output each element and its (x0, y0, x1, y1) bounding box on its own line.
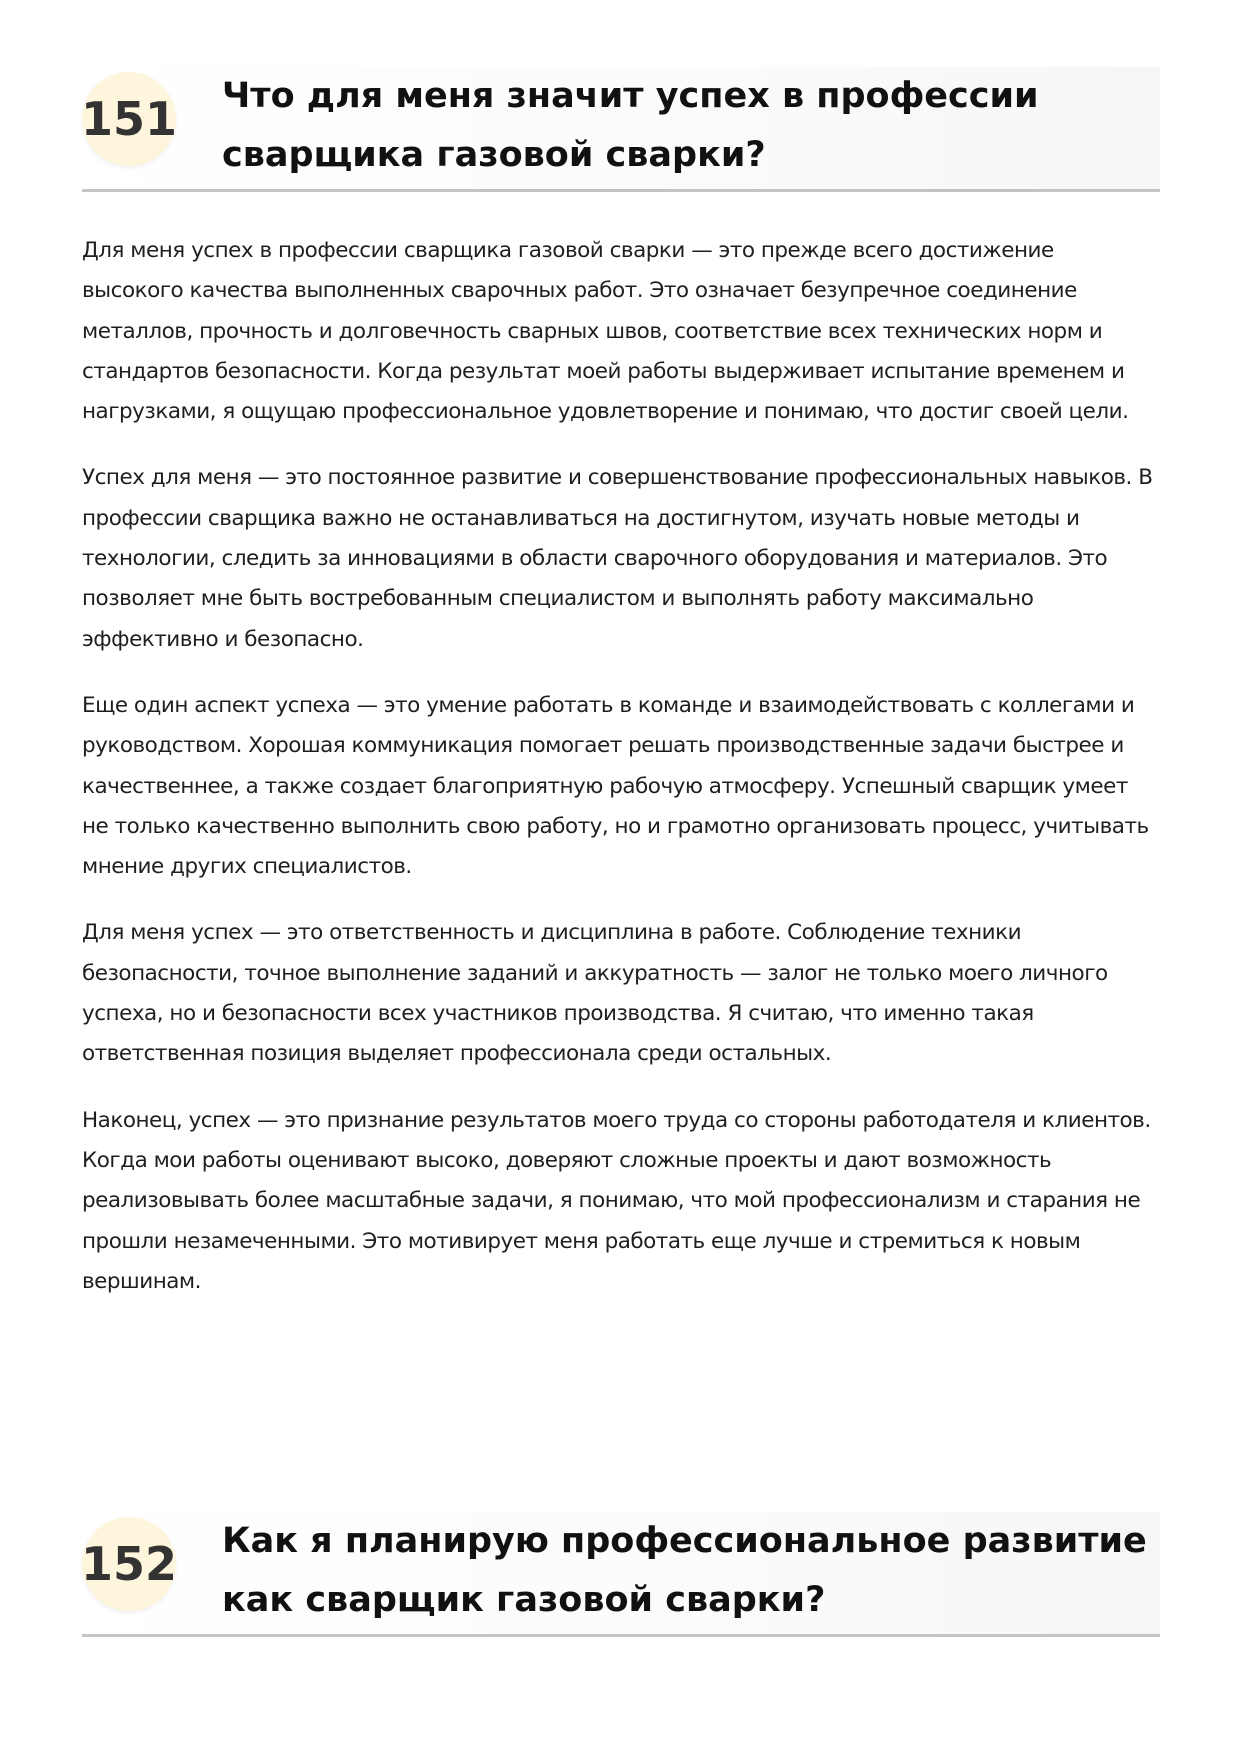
question-header (82, 1512, 1160, 1637)
question-title: Как я планирую профессиональное развитие как сварщик газовой сварки? (222, 1521, 1147, 1620)
answer-body (82, 231, 1160, 1302)
question-block-152 (82, 1512, 1160, 1637)
question-number-badge: 152 (82, 1517, 176, 1611)
question-block-151 (82, 67, 1160, 1328)
answer-paragraph: Для меня успех в профессии сварщика газовой сварки — это прежде всего достижение высокого качества выполненных сварочных работ. Это означает безупречное соединение металлов, прочность и долговечность сварных швов, соответствие всех технических норм и стандартов безопасности. Когда результат моей работы выдерживает испытание временем и нагрузками, я ощущаю профессиональное удовлетворение и понимаю, что достиг своей цели. (82, 238, 1129, 425)
question-header (82, 67, 1160, 192)
question-number-badge: 151 (82, 72, 176, 166)
answer-paragraph: Еще один аспект успеха — это умение работать в команде и взаимодействовать с коллегами и руководством. Хорошая коммуникация помогает решать производственные задачи быстрее и качественнее, а также создает благоприятную рабочую атмосферу. Успешный сварщик умеет не только качественно выполнить свою работу, но и грамотно организовать процесс, учитывать мнение других специалистов. (82, 692, 1149, 880)
answer-paragraph: Успех для меня — это постоянное развитие и совершенствование профессиональных навыков. В профессии сварщика важно не останавливаться на достигнутом, изучать новые методы и технологии, следить за инновациями в области сварочного оборудования и материалов. Это позволяет мне быть востребованным специалистом и выполнять работу максимально эффективно и безопасно. (82, 465, 1153, 652)
question-title: Что для меня значит успех в профессии сварщика газовой сварки? (222, 76, 1039, 175)
answer-paragraph: Для меня успех — это ответственность и дисциплина в работе. Соблюдение техники безопасности, точное выполнение заданий и аккуратность — залог не только моего личного успеха, но и безопасности всех участников производства. Я считаю, что именно такая ответственная позиция выделяет профессионала среди остальных. (82, 920, 1108, 1067)
answer-paragraph: Наконец, успех — это признание результатов моего труда со стороны работодателя и клиентов. Когда мои работы оценивают высоко, доверяют сложные проекты и дают возможность реализовывать более масштабные задачи, я понимаю, что мой профессионализм и старания не прошли незамеченными. Это мотивирует меня работать еще лучше и стремиться к новым вершинам. (82, 1107, 1151, 1294)
